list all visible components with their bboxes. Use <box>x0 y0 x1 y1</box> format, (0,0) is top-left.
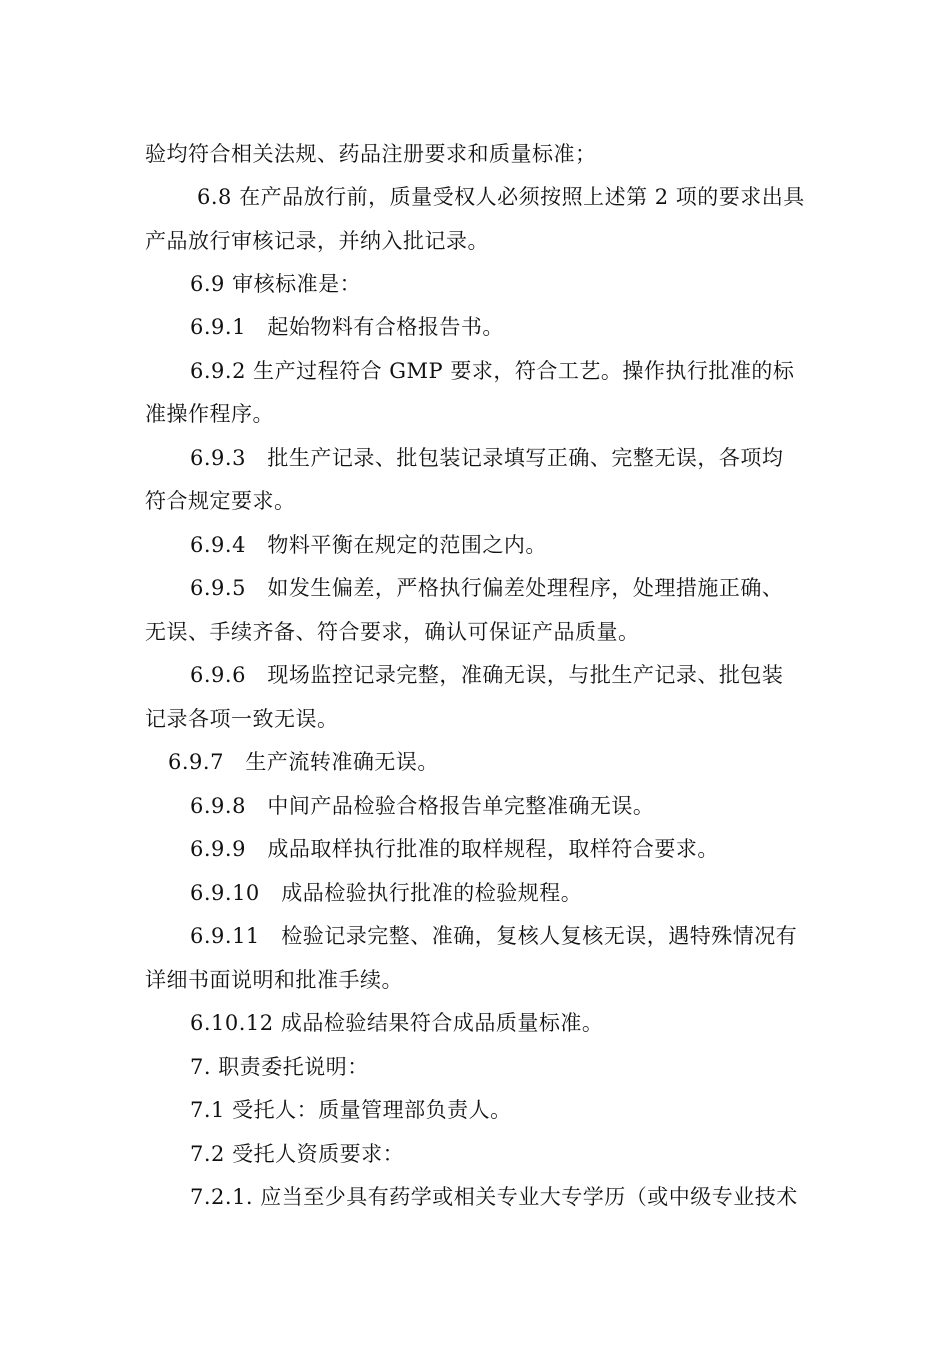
text-line: 产品放行审核记录，并纳入批记录。 <box>145 229 489 253</box>
text-line: 6.9.9 成品取样执行批准的取样规程，取样符合要求。 <box>190 837 719 861</box>
text-line: 6.10.12 成品检验结果符合成品质量标准。 <box>190 1011 604 1035</box>
text-line: 7.2.1. 应当至少具有药学或相关专业大专学历（或中级专业技术 <box>190 1185 798 1209</box>
text-line: 7.1 受托人：质量管理部负责人。 <box>190 1098 512 1122</box>
text-line: 6.9.7 生产流转准确无误。 <box>168 750 439 774</box>
text-line: 6.9.1 起始物料有合格报告书。 <box>190 315 504 339</box>
text-line: 6.9.10 成品检验执行批准的检验规程。 <box>190 881 583 905</box>
text-line: 详细书面说明和批准手续。 <box>145 968 403 992</box>
text-line: 准操作程序。 <box>145 402 274 426</box>
text-line: 6.9.4 物料平衡在规定的范围之内。 <box>190 533 547 557</box>
text-line: 7.2 受托人资质要求： <box>190 1142 405 1166</box>
text-line: 7. 职责委托说明： <box>190 1055 369 1079</box>
text-line: 6.9 审核标准是： <box>190 272 362 296</box>
text-line: 记录各项一致无误。 <box>145 707 339 731</box>
text-line: 验均符合相关法规、药品注册要求和质量标准； <box>145 142 597 166</box>
text-line: 无误、手续齐备、符合要求，确认可保证产品质量。 <box>145 620 640 644</box>
text-line: 6.9.2 生产过程符合 GMP 要求，符合工艺。操作执行批准的标 <box>190 359 795 383</box>
text-line: 6.8 在产品放行前，质量受权人必须按照上述第 2 项的要求出具 <box>197 185 805 209</box>
text-line: 6.9.6 现场监控记录完整，准确无误，与批生产记录、批包装 <box>190 663 784 687</box>
text-line: 6.9.11 检验记录完整、准确，复核人复核无误，遇特殊情况有 <box>190 924 798 948</box>
text-line: 6.9.5 如发生偏差，严格执行偏差处理程序，处理措施正确、 <box>190 576 784 600</box>
text-line: 6.9.3 批生产记录、批包装记录填写正确、完整无误，各项均 <box>190 446 784 470</box>
text-line: 符合规定要求。 <box>145 489 296 513</box>
text-line: 6.9.8 中间产品检验合格报告单完整准确无误。 <box>190 794 655 818</box>
